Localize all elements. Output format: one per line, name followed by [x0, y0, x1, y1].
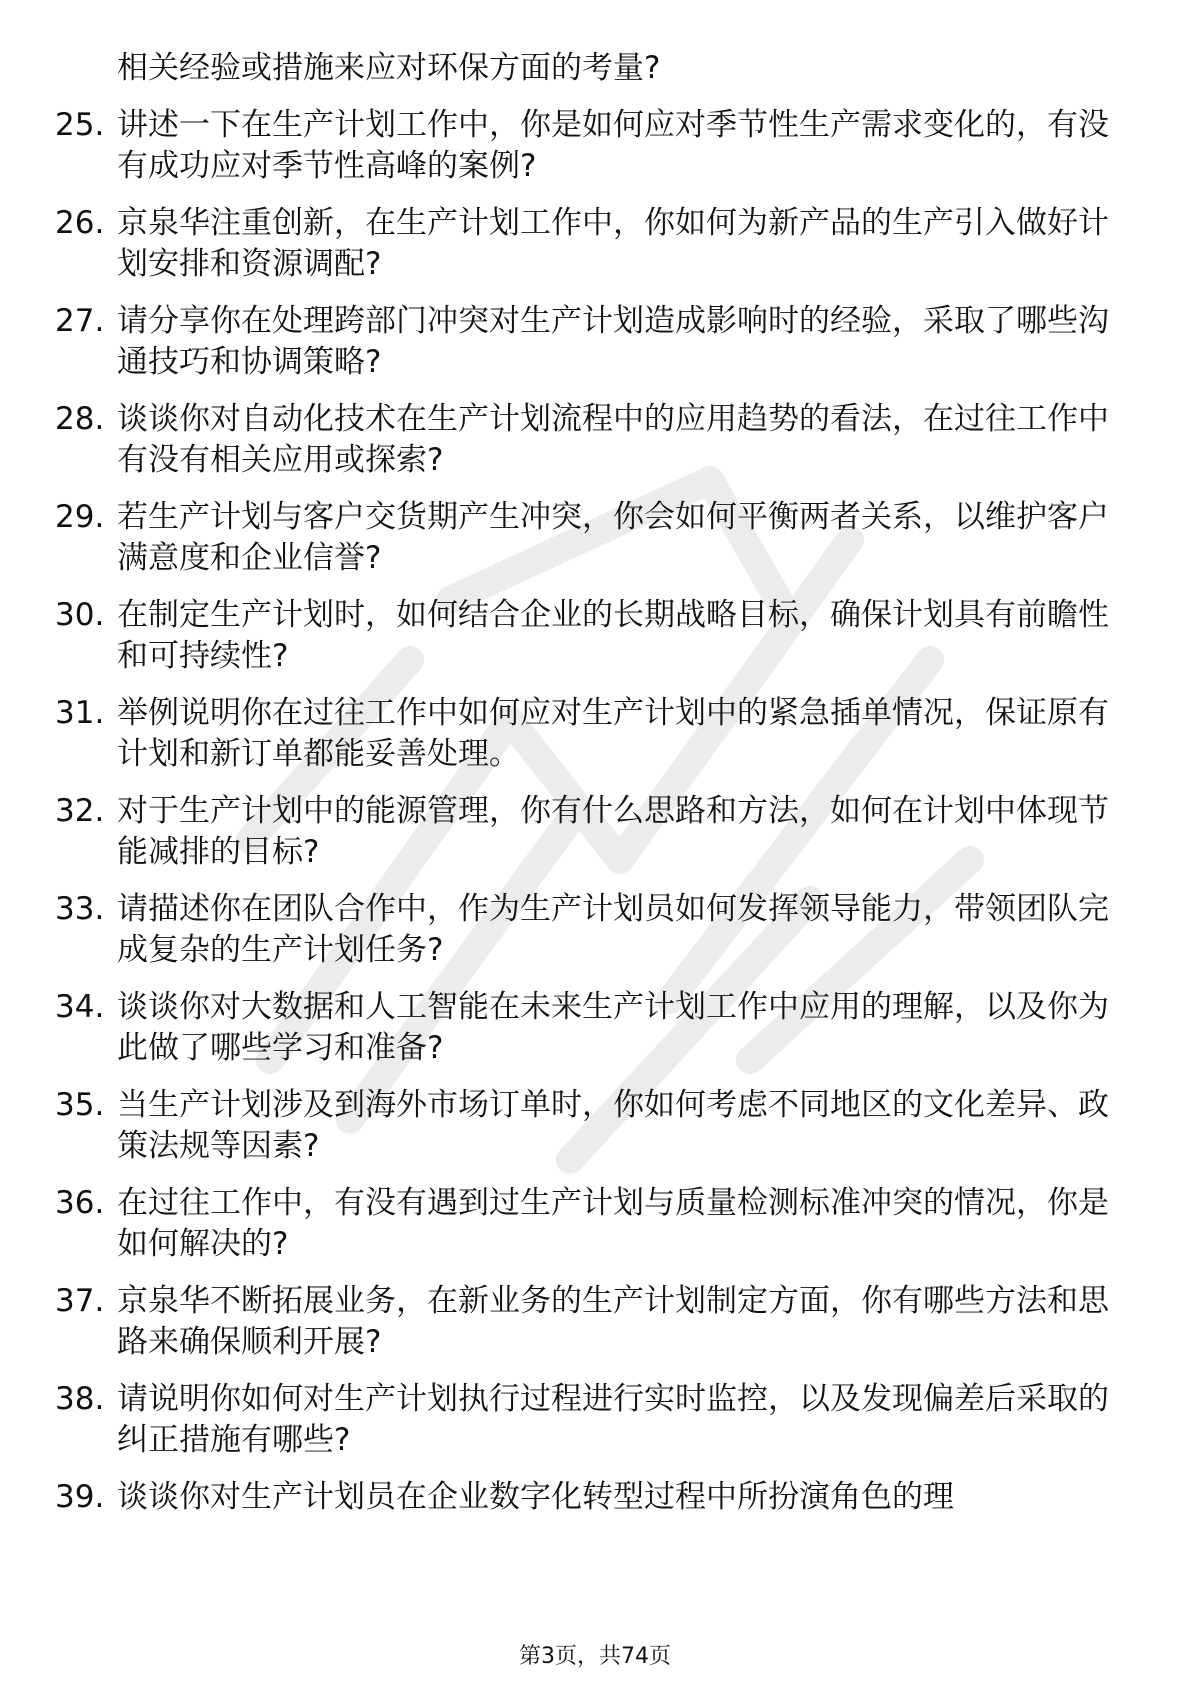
question-number: 31. [55, 695, 105, 731]
question-continuation-text: 相关经验或措施来应对环保方面的考量? [117, 50, 661, 86]
question-text: 谈谈你对大数据和人工智能在未来生产计划工作中应用的理解，以及你为此做了哪些学习和准备? [117, 989, 1109, 1066]
question-number: 27. [55, 303, 105, 339]
list-item [55, 1183, 1115, 1265]
question-number: 34. [55, 989, 105, 1025]
question-text: 京泉华不断拓展业务，在新业务的生产计划制定方面，你有哪些方法和思路来确保顺利开展? [117, 1283, 1109, 1360]
list-item [55, 48, 1115, 89]
list-item [55, 1477, 1115, 1518]
list-item [55, 987, 1115, 1069]
question-text: 谈谈你对生产计划员在企业数字化转型过程中所扮演角色的理 [117, 1479, 954, 1515]
question-text: 在制定生产计划时，如何结合企业的长期战略目标，确保计划具有前瞻性和可持续性? [117, 597, 1109, 674]
page-number-footer: 第3页，共74页 [519, 1644, 671, 1669]
question-text: 讲述一下在生产计划工作中，你是如何应对季节性生产需求变化的，有没有成功应对季节性高峰的案例? [117, 107, 1109, 184]
list-item [55, 1281, 1115, 1363]
question-number: 28. [55, 401, 105, 437]
list-item [55, 203, 1115, 285]
question-number: 35. [55, 1087, 105, 1123]
question-text: 当生产计划涉及到海外市场订单时，你如何考虑不同地区的文化差异、政策法规等因素? [117, 1087, 1109, 1164]
list-item [55, 693, 1115, 775]
question-text: 请分享你在处理跨部门冲突对生产计划造成影响时的经验，采取了哪些沟通技巧和协调策略? [117, 303, 1109, 380]
question-number: 37. [55, 1283, 105, 1319]
question-number: 36. [55, 1185, 105, 1221]
list-item [55, 1085, 1115, 1167]
question-text: 京泉华注重创新，在生产计划工作中，你如何为新产品的生产引入做好计划安排和资源调配? [117, 205, 1109, 282]
question-text: 若生产计划与客户交货期产生冲突，你会如何平衡两者关系，以维护客户满意度和企业信誉? [117, 499, 1109, 576]
question-number: 39. [55, 1479, 105, 1515]
list-item [55, 791, 1115, 873]
list-item [55, 497, 1115, 579]
question-number: 30. [55, 597, 105, 633]
question-number [55, 48, 117, 89]
list-item [55, 105, 1115, 187]
question-number: 32. [55, 793, 105, 829]
question-number: 33. [55, 891, 105, 927]
question-text: 谈谈你对自动化技术在生产计划流程中的应用趋势的看法，在过往工作中有没有相关应用或探索? [117, 401, 1109, 478]
question-number: 29. [55, 499, 105, 535]
question-number: 38. [55, 1381, 105, 1417]
question-list [55, 48, 1115, 1534]
question-text: 举例说明你在过往工作中如何应对生产计划中的紧急插单情况，保证原有计划和新订单都能妥善处理。 [117, 695, 1109, 772]
list-item [55, 889, 1115, 971]
question-text: 在过往工作中，有没有遇到过生产计划与质量检测标准冲突的情况，你是如何解决的? [117, 1185, 1109, 1262]
question-number: 26. [55, 205, 105, 241]
list-item [55, 301, 1115, 383]
list-item [55, 595, 1115, 677]
question-text: 请描述你在团队合作中，作为生产计划员如何发挥领导能力，带领团队完成复杂的生产计划任务? [117, 891, 1109, 968]
question-text: 请说明你如何对生产计划执行过程进行实时监控，以及发现偏差后采取的纠正措施有哪些? [117, 1381, 1109, 1458]
list-item [55, 399, 1115, 481]
question-number: 25. [55, 107, 105, 143]
question-text: 对于生产计划中的能源管理，你有什么思路和方法，如何在计划中体现节能减排的目标? [117, 793, 1109, 870]
list-item [55, 1379, 1115, 1461]
